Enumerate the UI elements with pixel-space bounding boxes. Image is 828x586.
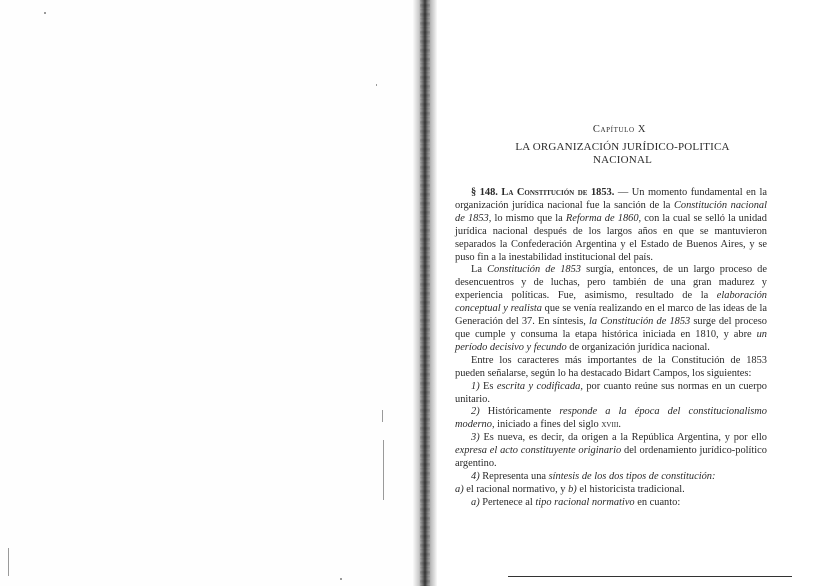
text-run: con la cual se selló la unidad jurídica nacional después de los largos años en que se mantuvieron separados la Confederación Argentina y el Estado de Buenos Aires, y se puso fin a la inestabilidad institucional del país.: [455, 212, 767, 263]
text-run: del ordenamiento jurídico-político argentino.: [455, 445, 767, 470]
scan-speck: [382, 410, 383, 422]
italic-run: elaboración conceptual y realista: [455, 290, 767, 315]
scan-speck: [383, 440, 384, 500]
italic-run: Reforma de 1860,: [565, 212, 642, 224]
text-run: surge del proceso que cumple y consuma la etapa histórica iniciada en 1810, y abre: [455, 316, 768, 340]
section-dash: —: [614, 187, 632, 198]
text-run: el historicista tradicional.: [576, 483, 685, 495]
text-run: de organización jurídica nacional.: [566, 341, 710, 353]
chapter-title-line-1: LA ORGANIZACIÓN JURÍDICO-POLITICA: [515, 141, 730, 153]
section-number: § 148.: [471, 187, 498, 198]
chapter-label-text: Capítulo X: [592, 124, 647, 135]
sub-item-letter: b): [568, 483, 577, 495]
list-item-3: [455, 432, 767, 471]
sub-item-letter: a): [455, 483, 464, 495]
italic-run: la Constitución de 1853: [589, 316, 691, 328]
italic-run: un período decisivo y fecundo: [455, 328, 767, 353]
text-run: Históricamente: [479, 406, 560, 418]
text-run: el racional normativo, y: [463, 483, 569, 495]
list-item-a: [455, 497, 767, 510]
text-run: Pertenece al: [479, 496, 536, 508]
chapter-label: [437, 124, 802, 135]
scan-speck: [340, 578, 342, 580]
scan-speck: [376, 84, 377, 86]
text-run: Es nueva, es decir, da origen a la República Argentina, y por ello: [479, 432, 767, 444]
item-letter: a): [471, 496, 480, 508]
text-run: Es: [479, 380, 497, 392]
text-run: en cuanto:: [634, 496, 681, 508]
text-run: iniciado a fines del siglo: [494, 419, 602, 431]
italic-run: tipo racional normativo: [535, 496, 635, 508]
paragraph-section-148: [455, 187, 767, 264]
item-number: 2): [471, 406, 480, 418]
text-run: por cuanto reúne sus normas en un cuerpo unitario.: [455, 380, 767, 405]
text-run: que se venía realizando en el marco de las ideas de la Generación del 37. En síntesis,: [455, 303, 767, 328]
spine-texture: [420, 0, 430, 586]
text-run: lo mismo que la: [491, 212, 566, 224]
text-run: La: [471, 264, 488, 276]
section-heading: La Constitución de 1853.: [501, 187, 615, 198]
italic-run: responde a la época del constitucionalismo moderno,: [455, 406, 768, 431]
chapter-title: [450, 141, 795, 167]
italic-run: expresa el acto constituyente originario: [455, 445, 622, 457]
list-item-2: [455, 406, 767, 432]
italic-run: Constitución nacional de 1853,: [455, 199, 767, 224]
list-item-1: [455, 381, 767, 407]
chapter-title-line-2: NACIONAL: [592, 154, 653, 166]
scan-speck: [44, 12, 46, 14]
text-run: surgía, entonces, de un largo proceso de desencuentros y de luchas, pero también de una gran madurez y experiencia políticas. Fue, asimismo, resultado de la: [455, 264, 767, 302]
item-number: 4): [471, 470, 480, 482]
italic-run: escrita y codificada,: [496, 380, 583, 392]
item-number: 3): [471, 432, 480, 444]
italic-run: Constitución de 1853: [487, 264, 581, 276]
paragraph-3: Entre los caracteres más importantes de la Constitución de 1853 pueden señalarse, según lo ha destacado Bidart Campos, los siguientes:: [455, 354, 767, 379]
list-item-4: [455, 471, 767, 497]
paragraph-2: [455, 264, 767, 354]
century-small-caps: xviii.: [601, 419, 622, 431]
italic-run: síntesis de los dos tipos de constitución:: [548, 470, 716, 482]
scan-speck: [8, 548, 9, 576]
body-text: [455, 187, 767, 510]
footer-rule: [508, 576, 792, 577]
text-run: Representa una: [479, 470, 549, 482]
text-run: Un momento fundamental en la organización jurídica nacional fue la sanción de la: [455, 187, 767, 211]
item-number: 1): [471, 380, 480, 392]
